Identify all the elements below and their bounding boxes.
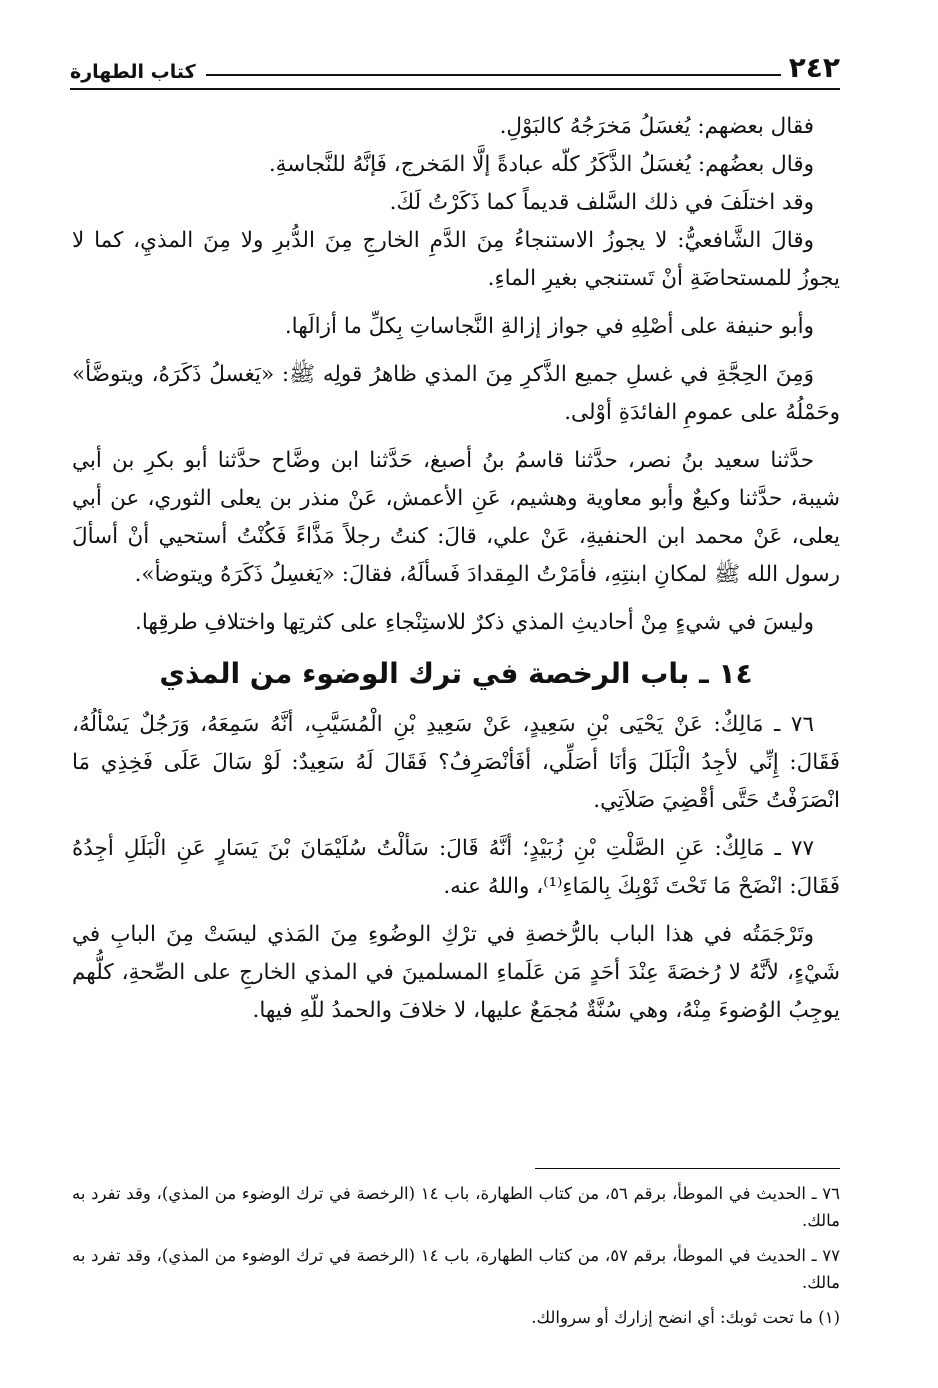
footnote-1: (١) ما تحت ثوبك: أي انضح إزارك أو سروالك. [531, 1308, 840, 1327]
page-number: ٢٤٢ [788, 51, 840, 84]
header-underline [70, 88, 840, 90]
paragraph: حدَّثنا سعيد بنُ نصر، حدَّثنا قاسمُ بنُ أصبغ، حَدَّثنا ابن وضَّاح حدَّثنا أبو بكرِ بن أبي شيبة، حدَّثنا وكيعٌ وأبو معاوية وهشيم، عَنِ الأعمش، عَنْ منذر بن يعلى الثوري، عن أبي يعلى، عَنْ محمد ابن الحنفيةِ، عَنْ علي، قالَ: كنتُ رجلاً مَذَّاءً فَكُنْتُ أستحيي أنْ أسألَ رسول الله ﷺ لمكانِ ابنتِهِ، فأمَرْتُ المِقدادَ فَسألَهُ، فقالَ: «يَغسِلُ ذَكَرَهُ ويتوضأ». [72, 448, 840, 587]
footnote-divider [535, 1168, 840, 1169]
hadith-76: ٧٦ ـ مَالِكٌ: عَنْ يَحْيَى بْنِ سَعِيدٍ، عَنْ سَعِيدِ بْنِ الْمُسَيَّبِ، أنَّهُ سَمِعَهُ، وَرَجُلٌ يَسْألُهُ، فَقَالَ: إِنِّي لأجِدُ الْبَلَلَ وَأنَا أصَلِّي، أفَأنْصَرِفُ؟ فَقَالَ لَهُ سَعِيدٌ: لَوْ سَالَ عَلَى فَخِذِي مَا انْصَرَفْتُ حَتَّى أقْضِيَ صَلاَتِي. [72, 712, 840, 813]
main-text [72, 108, 840, 1040]
hadith-77: ٧٧ ـ مَالِكٌ: عَنِ الصَّلْتِ بْنِ زُبَيْدٍ؛ أنَّهُ قَالَ: سَألْتُ سُلَيْمَانَ بْنَ يَسَارٍ عَنِ الْبَلَلِ أجِدُهُ فَقَالَ: انْضَحْ مَا تَحْتَ ثَوْبِكَ بِالمَاءِ⁽¹⁾، واللهُ عنه. [72, 836, 840, 899]
paragraph: وقد اختلَفَ في ذلك السَّلف قديماً كما ذَكَرْتُ لَكَ. [389, 190, 814, 215]
paragraph: وأبو حنيفة على أصْلِهِ في جواز إزالةِ النَّجاساتِ بِكلِّ ما أزالَها. [284, 314, 814, 339]
footnotes [72, 1180, 840, 1339]
footnote-77: ٧٧ ـ الحديث في الموطأ، برقم ٥٧، من كتاب الطهارة، باب ١٤ (الرخصة في ترك الوضوء من المذي)، وقد تفرد به مالك. [72, 1246, 841, 1292]
chapter-heading: ١٤ ـ باب الرخصة في ترك الوضوء من المذي [159, 657, 753, 690]
header-rule [206, 52, 781, 76]
paragraph: وليسَ في شيءٍ مِنْ أحاديثِ المذي ذكرٌ للاستِنْجاءِ على كثرتِها واختلافِ طرقِها. [135, 610, 814, 635]
book-title: كتاب الطهارة [70, 61, 196, 83]
paragraph: وقال بعضُهم: يُغسَلُ الذَّكَرُ كلّه عبادةً إلَّا المَخرج، فَإنَّهُ للنَّجاسةِ. [268, 152, 814, 177]
page-header [70, 38, 840, 82]
paragraph: وقالَ الشَّافعيُّ: لا يجوزُ الاستنجاءُ مِنَ الدَّمِ الخارجِ مِنَ الدُّبرِ ولا مِنَ المذيِ، كما لا يجوزُ للمستحاضَةِ أنْ تَستنجي بغيرِ الماءِ. [72, 228, 840, 291]
closing-paragraph: وتَرْجَمَتُه في هذا الباب بالرُّخصةِ في ترْكِ الوضُوءِ مِنَ المَذي ليسَتْ مِنَ البابِ في شَيْءٍ، لأنَّهُ لا رُخصَةَ عِنْدَ أحَدٍ مَن عَلَماءِ المسلمينَ في المذي الخارجِ على الصِّحةِ، كلُّهم يوجِبُ الوُضوءَ مِنْهُ، وهي سُنَّةٌ مُجمَعٌ عليها، لا خلافَ والحمدُ للّهِ فيها. [72, 922, 840, 1023]
paragraph: وَمِنَ الحِجَّةِ في غسلِ جميع الذَّكرِ مِنَ المذي ظاهرُ قولِه ﷺ: «يَغسلُ ذَكَرَهُ، ويتوضَّأ» وحَمْلُهُ على عمومِ الفائدَةِ أوْلى. [72, 362, 840, 425]
footnote-76: ٧٦ ـ الحديث في الموطأ، برقم ٥٦، من كتاب الطهارة، باب ١٤ (الرخصة في ترك الوضوء من المذي)، وقد تفرد به مالك. [72, 1184, 841, 1230]
paragraph: فقال بعضهم: يُغسَلُ مَخرَجُهُ كالبَوْلِ. [499, 114, 814, 139]
